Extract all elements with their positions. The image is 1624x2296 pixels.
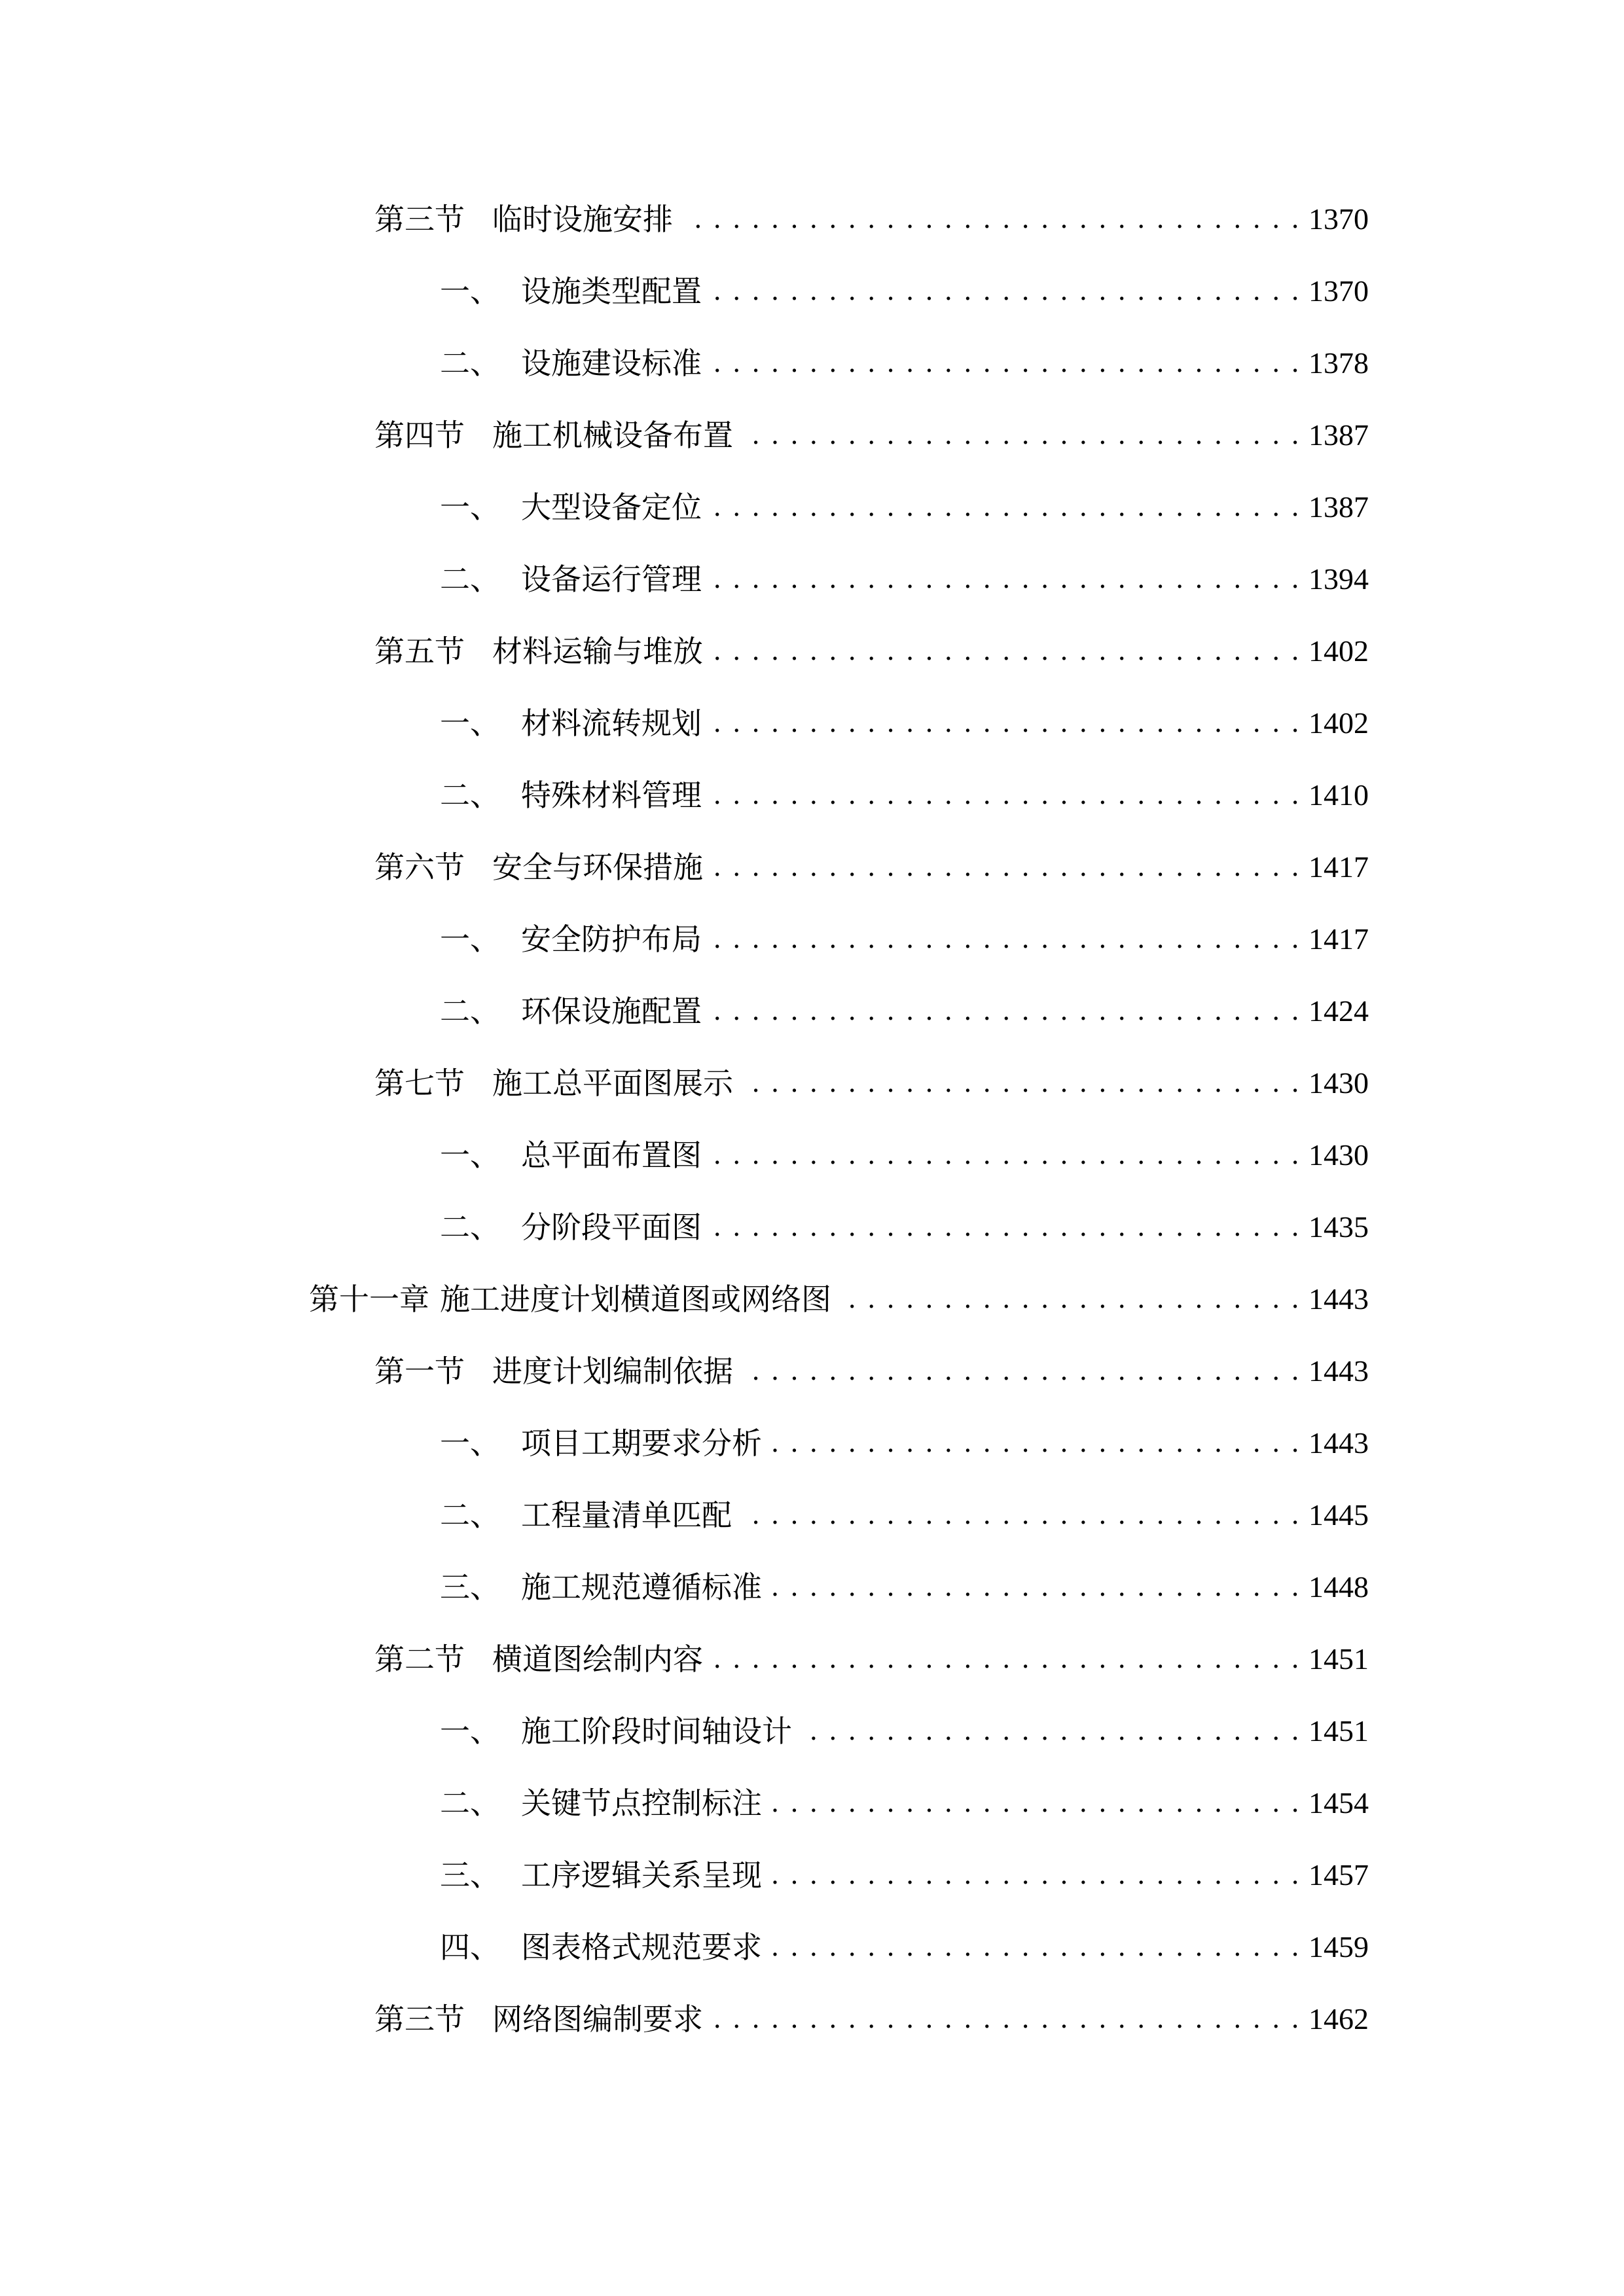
toc-entry-page: 1445 xyxy=(1308,1498,1369,1532)
toc-entry-title: 横道图绘制内容 xyxy=(492,1641,703,1677)
toc-entry[interactable] xyxy=(440,1420,1369,1466)
dot-leader xyxy=(711,1636,1301,1682)
toc-entry[interactable] xyxy=(440,1132,1369,1178)
toc-entry-number: 第二节 xyxy=(374,1641,465,1677)
dot-leader xyxy=(741,1060,1301,1106)
toc-entry-title: 施工规范遵循标准 xyxy=(521,1570,762,1605)
toc-entry-number: 第一节 xyxy=(374,1354,465,1389)
toc-entry-number: 二、 xyxy=(440,1210,500,1245)
dot-leader xyxy=(710,1204,1301,1250)
dot-leader xyxy=(770,1564,1301,1610)
toc-entry-number: 一、 xyxy=(440,1138,500,1173)
toc-entry-page: 1370 xyxy=(1308,274,1369,308)
toc-entry-number: 二、 xyxy=(440,1785,500,1821)
toc-entry-title: 施工总平面图展示 xyxy=(492,1066,733,1101)
toc-entry-title: 关键节点控制标注 xyxy=(521,1785,762,1821)
toc-entry[interactable] xyxy=(440,988,1369,1034)
toc-entry[interactable] xyxy=(440,484,1369,530)
toc-entry-title: 设施建设标准 xyxy=(521,346,702,381)
dot-leader xyxy=(839,1276,1301,1322)
toc-entry-title: 材料流转规划 xyxy=(521,706,702,741)
toc-entry-title: 施工机械设备布置 xyxy=(492,418,733,453)
toc-entry-title: 特殊材料管理 xyxy=(521,778,702,813)
dot-leader xyxy=(711,844,1301,890)
toc-entry[interactable] xyxy=(374,1636,1369,1682)
dot-leader xyxy=(710,340,1301,386)
toc-entry-chapter[interactable] xyxy=(309,1276,1369,1322)
toc-entry-number: 二、 xyxy=(440,778,500,813)
toc-entry-number: 一、 xyxy=(440,1426,500,1461)
toc-entry-number: 一、 xyxy=(440,274,500,309)
toc-entry[interactable] xyxy=(440,700,1369,746)
dot-leader xyxy=(710,484,1301,530)
dot-leader xyxy=(800,1708,1301,1754)
toc-entry-number: 一、 xyxy=(440,490,500,525)
toc-entry-page: 1435 xyxy=(1308,1210,1369,1244)
toc-entry-page: 1402 xyxy=(1308,706,1369,740)
toc-entry-page: 1451 xyxy=(1308,1714,1369,1748)
toc-entry-page: 1417 xyxy=(1308,850,1369,884)
dot-leader xyxy=(770,1420,1301,1466)
toc-entry[interactable] xyxy=(374,196,1369,242)
dot-leader xyxy=(710,556,1301,602)
toc-entry-title: 工程量清单匹配 xyxy=(521,1498,732,1533)
dot-leader xyxy=(711,628,1301,674)
toc-entry-number: 第三节 xyxy=(374,202,465,237)
toc-entry-page: 1459 xyxy=(1308,1930,1369,1964)
toc-entry[interactable] xyxy=(440,1924,1369,1970)
dot-leader xyxy=(770,1780,1301,1826)
toc-entry[interactable] xyxy=(374,412,1369,458)
toc-entry[interactable] xyxy=(374,1348,1369,1394)
toc-entry-title: 总平面布置图 xyxy=(521,1138,702,1173)
toc-entry-title: 进度计划编制依据 xyxy=(492,1354,733,1389)
toc-entry-page: 1410 xyxy=(1308,778,1369,812)
toc-entry-page: 1430 xyxy=(1308,1138,1369,1172)
dot-leader xyxy=(741,1348,1301,1394)
toc-entry-page: 1387 xyxy=(1308,490,1369,524)
dot-leader xyxy=(770,1924,1301,1970)
toc-entry-page: 1424 xyxy=(1308,994,1369,1028)
toc-entry-number: 第四节 xyxy=(374,418,465,453)
toc-entry-page: 1430 xyxy=(1308,1066,1369,1100)
toc-entry-page: 1443 xyxy=(1308,1354,1369,1388)
toc-entry-title: 环保设施配置 xyxy=(521,994,702,1029)
toc-entry[interactable] xyxy=(440,916,1369,962)
toc-entry-title: 安全与环保措施 xyxy=(492,850,703,885)
toc-entry[interactable] xyxy=(440,1204,1369,1250)
dot-leader xyxy=(710,268,1301,314)
toc-entry[interactable] xyxy=(440,772,1369,818)
toc-entry-page: 1443 xyxy=(1308,1426,1369,1460)
toc-entry-page: 1394 xyxy=(1308,562,1369,596)
toc-entry-title: 分阶段平面图 xyxy=(521,1210,702,1245)
toc-entry[interactable] xyxy=(374,1996,1369,2042)
toc-entry-page: 1448 xyxy=(1308,1570,1369,1604)
toc-entry-number: 二、 xyxy=(440,1498,500,1533)
toc-entry[interactable] xyxy=(374,1060,1369,1106)
toc-entry-number: 二、 xyxy=(440,994,500,1029)
toc-entry-page: 1402 xyxy=(1308,634,1369,668)
toc-entry-page: 1378 xyxy=(1308,346,1369,380)
toc-entry-number: 第三节 xyxy=(374,2001,465,2037)
toc-entry-number: 二、 xyxy=(440,346,500,381)
toc-entry-page: 1443 xyxy=(1308,1282,1369,1316)
toc-entry[interactable] xyxy=(374,628,1369,674)
toc-entry-title: 项目工期要求分析 xyxy=(521,1426,762,1461)
toc-entry-number: 第六节 xyxy=(374,850,465,885)
dot-leader xyxy=(681,196,1301,242)
dot-leader xyxy=(710,772,1301,818)
toc-entry-title: 设施类型配置 xyxy=(521,274,702,309)
toc-entry[interactable] xyxy=(440,1564,1369,1610)
toc-entry[interactable] xyxy=(440,340,1369,386)
dot-leader xyxy=(740,1492,1301,1538)
toc-entry[interactable] xyxy=(440,1780,1369,1826)
dot-leader xyxy=(710,988,1301,1034)
toc-entry-number: 第五节 xyxy=(374,634,465,669)
toc-entry-page: 1387 xyxy=(1308,418,1369,452)
toc-entry-number: 第十一章 xyxy=(309,1282,429,1317)
dot-leader xyxy=(770,1852,1301,1898)
toc-entry[interactable] xyxy=(440,268,1369,314)
dot-leader xyxy=(741,412,1301,458)
toc-entry-number: 一、 xyxy=(440,922,500,957)
dot-leader xyxy=(710,1132,1301,1178)
toc-entry-title: 工序逻辑关系呈现 xyxy=(521,1857,762,1893)
toc-entry-title: 设备运行管理 xyxy=(521,562,702,597)
toc-entry-number: 第七节 xyxy=(374,1066,465,1101)
dot-leader xyxy=(710,916,1301,962)
toc-entry-number: 三、 xyxy=(440,1857,500,1893)
toc-entry[interactable] xyxy=(440,1708,1369,1754)
toc-entry-page: 1462 xyxy=(1308,2002,1369,2036)
toc-entry-page: 1370 xyxy=(1308,202,1369,236)
toc-entry-number: 一、 xyxy=(440,706,500,741)
toc-entry-title: 安全防护布局 xyxy=(521,922,702,957)
toc-entry-page: 1457 xyxy=(1308,1858,1369,1892)
toc-entry-number: 三、 xyxy=(440,1570,500,1605)
dot-leader xyxy=(711,1996,1301,2042)
toc-entry-title: 临时设施安排 xyxy=(492,202,673,237)
toc-entry[interactable] xyxy=(440,1492,1369,1538)
toc-entry-number: 一、 xyxy=(440,1713,500,1749)
toc-entry-title: 材料运输与堆放 xyxy=(492,634,703,669)
toc-entry-title: 施工进度计划横道图或网络图 xyxy=(440,1282,831,1317)
toc-entry-title: 图表格式规范要求 xyxy=(521,1929,762,1965)
toc-entry-page: 1454 xyxy=(1308,1786,1369,1820)
toc-entry[interactable] xyxy=(440,1852,1369,1898)
toc-entry-title: 施工阶段时间轴设计 xyxy=(521,1713,792,1749)
toc-entry[interactable] xyxy=(440,556,1369,602)
toc-entry-page: 1417 xyxy=(1308,922,1369,956)
toc-entry-number: 二、 xyxy=(440,562,500,597)
toc-entry-title: 大型设备定位 xyxy=(521,490,702,525)
toc-entry-page: 1451 xyxy=(1308,1642,1369,1676)
dot-leader xyxy=(710,700,1301,746)
toc-entry-number: 四、 xyxy=(440,1929,500,1965)
toc-entry[interactable] xyxy=(374,844,1369,890)
toc-entry-title: 网络图编制要求 xyxy=(492,2001,703,2037)
